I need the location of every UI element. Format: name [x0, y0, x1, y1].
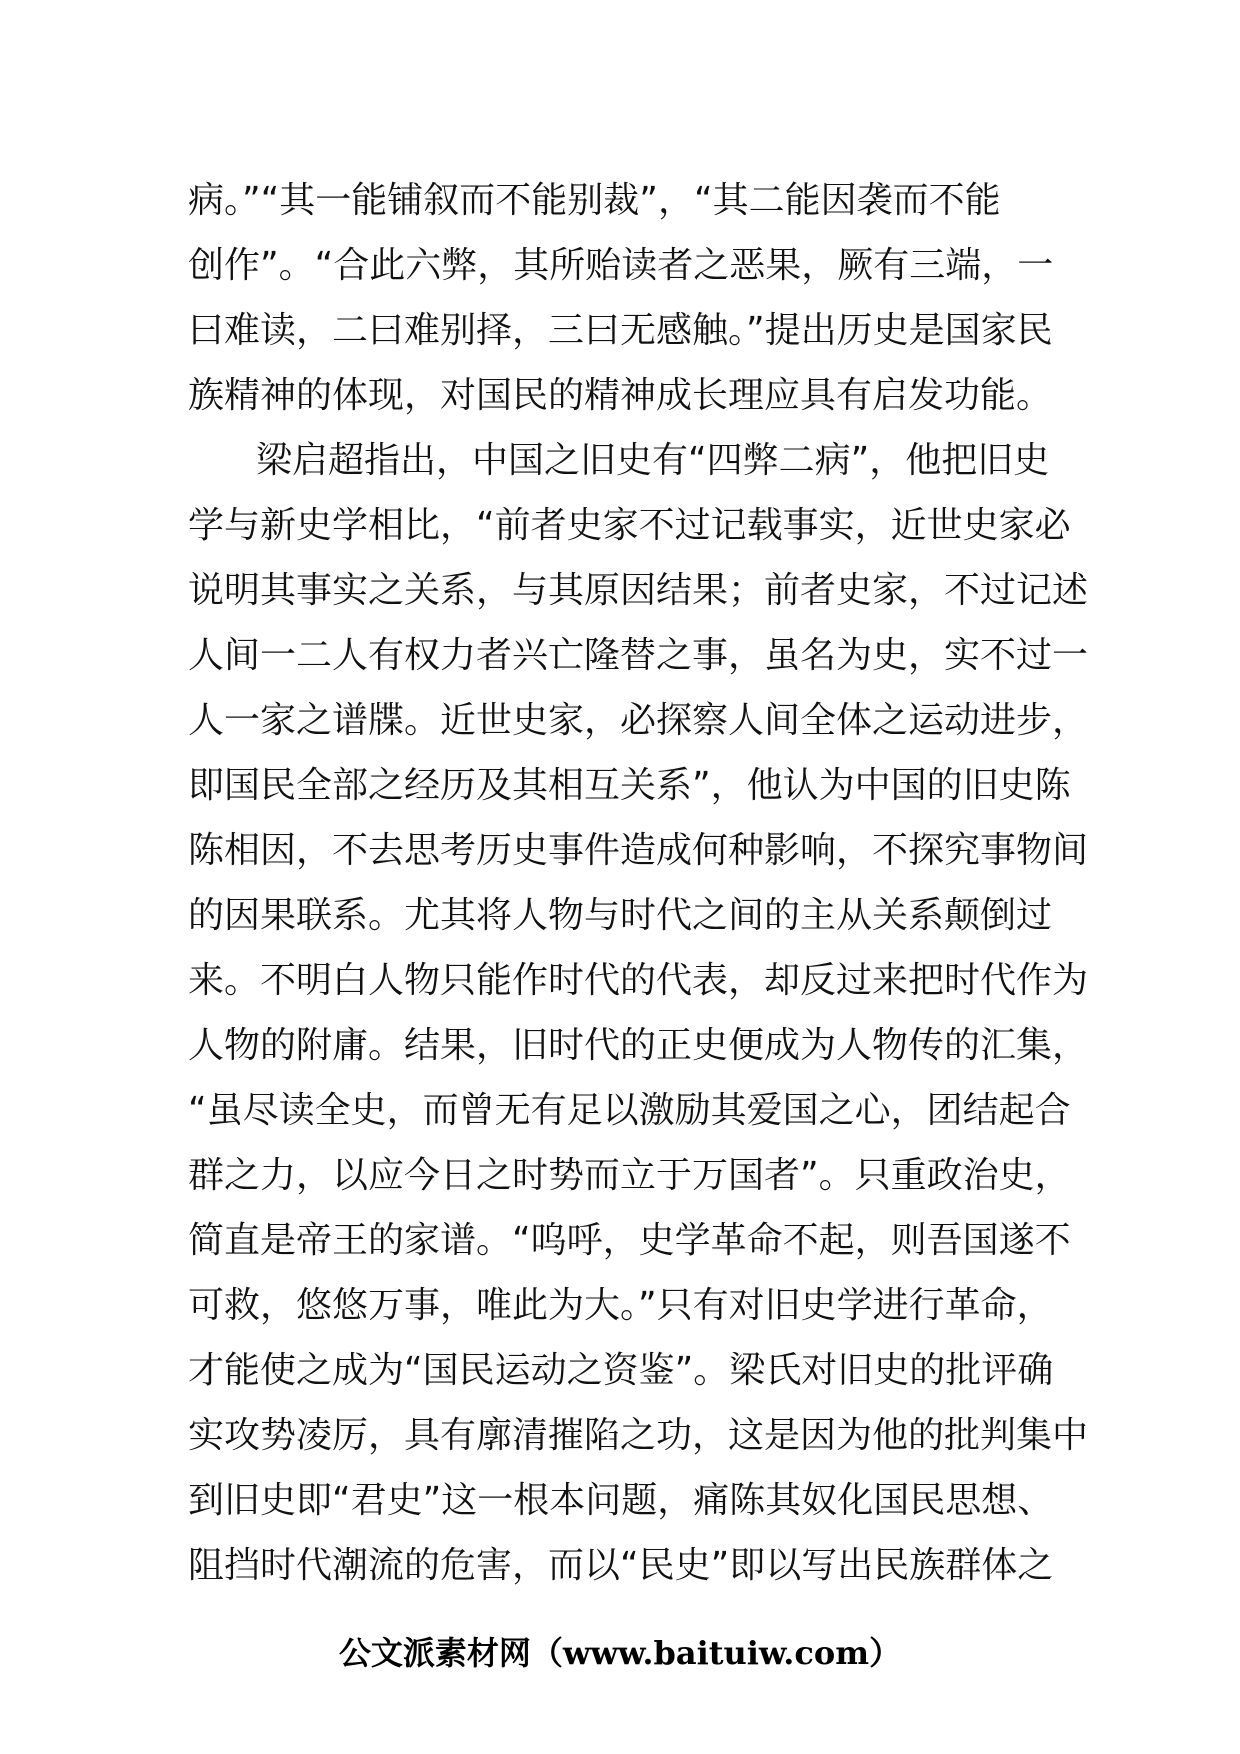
- text-line: 族精神的体现，对国民的精神成长理应具有启发功能。: [188, 375, 1053, 416]
- text-line: 创作”。“合此六弊，其所贻读者之恶果，厥有三端，一: [188, 245, 1054, 286]
- text-line: “虽尽读全史，而曾无有足以激励其爱国之心，团结起合: [188, 1090, 1071, 1131]
- text-line: 可救，悠悠万事，唯此为大。”只有对旧史学进行革命，: [188, 1285, 1053, 1326]
- text-line: 病。”“其一能铺叙而不能别裁”，“其二能因袭而不能: [188, 180, 1001, 221]
- text-line: 简直是帝王的家谱。“呜呼，史学革命不起，则吾国遂不: [188, 1220, 1071, 1261]
- text-line: 阻挡时代潮流的危害，而以“民史”即以写出民族群体之: [188, 1545, 1054, 1586]
- paragraph-first-line: 梁启超指出，中国之旧史有“四弊二病”，他把旧史: [256, 440, 1050, 481]
- text-line: 人物的附庸。结果，旧时代的正史便成为人物传的汇集，: [188, 1025, 1089, 1066]
- text-line: 群之力，以应今日之时势而立于万国者”。只重政治史，: [188, 1155, 1071, 1196]
- text-line: 陈相因，不去思考历史事件造成何种影响，不探究事物间: [188, 830, 1089, 871]
- text-line: 实攻势凌厉，具有廓清摧陷之功，这是因为他的批判集中: [188, 1415, 1089, 1456]
- text-line: 的因果联系。尤其将人物与时代之间的主从关系颠倒过: [188, 895, 1053, 936]
- text-line: 说明其事实之关系，与其原因结果；前者史家，不过记述: [188, 570, 1089, 611]
- text-line: 人间一二人有权力者兴亡隆替之事，虽名为史，实不过一: [188, 635, 1089, 676]
- footer-source-text: 公文派素材网（www.baituiw.com）: [338, 1634, 902, 1672]
- text-line: 到旧史即“君史”这一根本问题，痛陈其奴化国民思想、: [188, 1480, 1054, 1521]
- text-line: 来。不明白人物只能作时代的代表，却反过来把时代作为: [188, 960, 1089, 1001]
- document-body: [188, 168, 1089, 1598]
- text-line: 人一家之谱牒。近世史家，必探察人间全体之运动进步，: [188, 700, 1089, 741]
- text-line: 学与新史学相比，“前者史家不过记载事实，近世史家必: [188, 505, 1071, 546]
- text-line: 即国民全部之经历及其相互关系”，他认为中国的旧史陈: [188, 765, 1071, 806]
- text-line: 才能使之成为“国民运动之资鉴”。梁氏对旧史的批评确: [188, 1350, 1054, 1391]
- text-line: 曰难读，二曰难别择，三曰无感触。”提出历史是国家民: [188, 310, 1053, 351]
